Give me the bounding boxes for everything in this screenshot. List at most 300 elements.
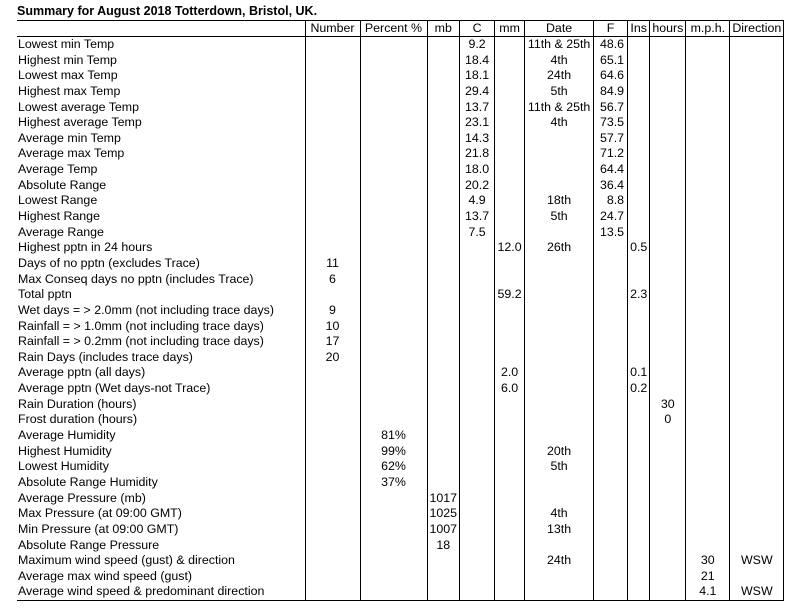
cell-mph	[686, 84, 730, 100]
cell-fahrenheit	[594, 459, 628, 475]
cell-number	[305, 37, 360, 53]
cell-inches	[628, 100, 650, 116]
cell-direction: WSW	[730, 584, 784, 600]
cell-fahrenheit	[594, 538, 628, 554]
cell-mb	[427, 240, 460, 256]
cell-number	[305, 584, 360, 600]
cell-number	[305, 287, 360, 303]
cell-date	[525, 397, 594, 413]
cell-mph	[686, 381, 730, 397]
cell-label: Rainfall = > 0.2mm (not including trace days)	[18, 334, 264, 349]
cell-date	[525, 319, 594, 335]
cell-mb	[427, 256, 460, 272]
header-cell-hours: hours	[650, 21, 686, 37]
table-row	[17, 584, 784, 600]
cell-number	[305, 444, 360, 460]
cell-percent	[360, 209, 427, 225]
cell-mb	[427, 146, 460, 162]
cell-mb: 1017	[427, 491, 460, 507]
cell-direction	[730, 53, 784, 69]
cell-celsius	[460, 584, 495, 600]
cell-direction	[730, 162, 784, 178]
cell-fahrenheit: 36.4	[594, 178, 628, 194]
cell-mm	[495, 272, 525, 288]
cell-mm	[495, 53, 525, 69]
cell-percent	[360, 584, 427, 600]
cell-inches	[628, 193, 650, 209]
cell-number	[305, 162, 360, 178]
cell-fahrenheit: 56.7	[594, 100, 628, 116]
header-cell-date: Date	[525, 21, 594, 37]
cell-celsius	[460, 256, 495, 272]
table-row	[17, 131, 784, 147]
cell-inches	[628, 569, 650, 585]
cell-mb	[427, 84, 460, 100]
cell-direction	[730, 365, 784, 381]
cell-percent	[360, 319, 427, 335]
table-row	[17, 412, 784, 428]
cell-hours	[650, 162, 686, 178]
cell-direction	[730, 459, 784, 475]
cell-label: Average Pressure (mb)	[18, 490, 146, 505]
cell-fahrenheit: 65.1	[594, 53, 628, 69]
cell-mph	[686, 412, 730, 428]
cell-mph	[686, 100, 730, 116]
cell-date: 4th	[525, 53, 594, 69]
cell-percent	[360, 491, 427, 507]
table-row	[17, 569, 784, 585]
cell-inches	[628, 584, 650, 600]
cell-label: Average Range	[18, 224, 104, 239]
cell-mph	[686, 522, 730, 538]
cell-label: Average max Temp	[18, 146, 125, 161]
cell-inches: 0.5	[628, 240, 650, 256]
cell-hours	[650, 491, 686, 507]
cell-date: 5th	[525, 209, 594, 225]
cell-percent	[360, 506, 427, 522]
cell-inches	[628, 68, 650, 84]
cell-mph	[686, 115, 730, 131]
cell-label: Average min Temp	[18, 130, 121, 145]
cell-date	[525, 256, 594, 272]
cell-mm	[495, 538, 525, 554]
cell-number	[305, 53, 360, 69]
table-row	[17, 334, 784, 350]
cell-number	[305, 459, 360, 475]
cell-date	[525, 350, 594, 366]
cell-mm	[495, 115, 525, 131]
cell-mph	[686, 256, 730, 272]
cell-label: Frost duration (hours)	[18, 412, 138, 427]
cell-fahrenheit: 64.4	[594, 162, 628, 178]
cell-fahrenheit: 64.6	[594, 68, 628, 84]
cell-mph	[686, 225, 730, 241]
cell-hours: 0	[650, 412, 686, 428]
cell-fahrenheit	[594, 522, 628, 538]
cell-hours	[650, 131, 686, 147]
cell-label: Rainfall = > 1.0mm (not including trace days)	[18, 318, 264, 333]
cell-label: Highest average Temp	[18, 115, 142, 130]
table-row	[17, 381, 784, 397]
cell-celsius: 23.1	[460, 115, 495, 131]
cell-label: Average wind speed & predominant direction	[17, 584, 305, 600]
cell-celsius: 29.4	[460, 84, 495, 100]
cell-inches	[628, 272, 650, 288]
cell-label: Lowest average Temp	[18, 99, 139, 114]
cell-fahrenheit	[594, 506, 628, 522]
cell-number	[305, 193, 360, 209]
cell-hours	[650, 569, 686, 585]
cell-percent	[360, 84, 427, 100]
cell-date	[525, 381, 594, 397]
header-cell-mph: m.p.h.	[686, 21, 730, 37]
cell-inches	[628, 491, 650, 507]
cell-mb: 1007	[427, 522, 460, 538]
cell-mb	[427, 553, 460, 569]
cell-number	[305, 178, 360, 194]
table-row	[17, 193, 784, 209]
cell-mb	[427, 162, 460, 178]
cell-direction	[730, 146, 784, 162]
cell-celsius: 18.0	[460, 162, 495, 178]
cell-celsius	[460, 538, 495, 554]
cell-label: Maximum wind speed (gust) & direction	[18, 553, 235, 568]
cell-mm	[495, 491, 525, 507]
table-row	[17, 272, 784, 288]
header-cell-celsius: C	[460, 21, 495, 37]
cell-date	[525, 538, 594, 554]
cell-inches	[628, 444, 650, 460]
cell-percent	[360, 240, 427, 256]
cell-number	[305, 131, 360, 147]
table-row	[17, 428, 784, 444]
cell-mm	[495, 225, 525, 241]
cell-mb: 18	[427, 538, 460, 554]
cell-percent	[360, 131, 427, 147]
cell-percent	[360, 522, 427, 538]
cell-number	[305, 475, 360, 491]
cell-celsius	[460, 303, 495, 319]
cell-label: Max Pressure (at 09:00 GMT)	[18, 506, 182, 521]
header-cell-direction: Direction	[730, 21, 784, 37]
cell-mb	[427, 459, 460, 475]
cell-percent	[360, 178, 427, 194]
cell-label: Lowest Humidity	[18, 459, 109, 474]
cell-mb	[427, 225, 460, 241]
cell-fahrenheit	[594, 334, 628, 350]
cell-celsius	[460, 397, 495, 413]
cell-inches: 0.1	[628, 365, 650, 381]
cell-percent	[360, 225, 427, 241]
cell-inches	[628, 37, 650, 53]
cell-celsius: 20.2	[460, 178, 495, 194]
table-row	[17, 256, 784, 272]
cell-mb	[427, 365, 460, 381]
header-cell-number: Number	[305, 21, 360, 37]
cell-mm	[495, 506, 525, 522]
cell-mm	[495, 444, 525, 460]
cell-fahrenheit	[594, 319, 628, 335]
cell-hours	[650, 444, 686, 460]
cell-date	[525, 146, 594, 162]
cell-percent	[360, 272, 427, 288]
table-row	[17, 178, 784, 194]
cell-direction	[730, 209, 784, 225]
cell-number	[305, 84, 360, 100]
cell-percent	[360, 256, 427, 272]
cell-percent	[360, 100, 427, 116]
cell-number	[305, 522, 360, 538]
cell-hours	[650, 350, 686, 366]
cell-direction	[730, 84, 784, 100]
cell-date	[525, 334, 594, 350]
cell-inches	[628, 397, 650, 413]
cell-mph	[686, 397, 730, 413]
cell-inches	[628, 459, 650, 475]
table-row	[17, 37, 784, 53]
cell-mm	[495, 178, 525, 194]
cell-inches	[628, 84, 650, 100]
cell-hours	[650, 584, 686, 600]
cell-celsius: 13.7	[460, 100, 495, 116]
header-cell-mb: mb	[427, 21, 460, 37]
cell-direction	[730, 475, 784, 491]
cell-fahrenheit	[594, 240, 628, 256]
cell-hours	[650, 272, 686, 288]
cell-inches	[628, 303, 650, 319]
cell-mm	[495, 350, 525, 366]
cell-mb	[427, 115, 460, 131]
cell-percent	[360, 412, 427, 428]
cell-percent	[360, 381, 427, 397]
cell-date: 5th	[525, 84, 594, 100]
cell-mph	[686, 334, 730, 350]
cell-label: Wet days = > 2.0mm (not including trace days)	[18, 302, 274, 317]
table-row	[17, 319, 784, 335]
cell-celsius: 7.5	[460, 225, 495, 241]
cell-mph	[686, 287, 730, 303]
cell-direction	[730, 491, 784, 507]
cell-mb	[427, 287, 460, 303]
cell-celsius	[460, 553, 495, 569]
cell-label: Min Pressure (at 09:00 GMT)	[18, 521, 179, 536]
cell-mb	[427, 209, 460, 225]
cell-direction	[730, 334, 784, 350]
cell-hours	[650, 522, 686, 538]
cell-mb	[427, 475, 460, 491]
cell-fahrenheit	[594, 397, 628, 413]
cell-mb	[427, 350, 460, 366]
cell-fahrenheit	[594, 287, 628, 303]
cell-mm	[495, 193, 525, 209]
cell-label: Absolute Range Pressure	[18, 537, 160, 552]
cell-fahrenheit	[594, 475, 628, 491]
cell-direction	[730, 444, 784, 460]
cell-mph	[686, 365, 730, 381]
cell-mph	[686, 162, 730, 178]
table-row	[17, 553, 784, 569]
cell-mm	[495, 459, 525, 475]
cell-label: Average Temp	[18, 162, 98, 177]
cell-mb	[427, 68, 460, 84]
cell-date	[525, 287, 594, 303]
cell-hours	[650, 193, 686, 209]
cell-date	[525, 272, 594, 288]
cell-inches: 0.2	[628, 381, 650, 397]
cell-percent	[360, 303, 427, 319]
cell-percent	[360, 365, 427, 381]
cell-direction	[730, 68, 784, 84]
cell-mm	[495, 475, 525, 491]
cell-fahrenheit	[594, 444, 628, 460]
cell-celsius	[460, 444, 495, 460]
cell-mph	[686, 506, 730, 522]
cell-mm	[495, 256, 525, 272]
cell-mm	[495, 162, 525, 178]
cell-mm	[495, 146, 525, 162]
cell-number	[305, 115, 360, 131]
table-row	[17, 397, 784, 413]
cell-mph	[686, 459, 730, 475]
table-row	[17, 209, 784, 225]
cell-direction	[730, 412, 784, 428]
cell-fahrenheit	[594, 428, 628, 444]
cell-percent	[360, 287, 427, 303]
cell-mph	[686, 131, 730, 147]
cell-number: 6	[305, 272, 360, 288]
cell-hours	[650, 100, 686, 116]
cell-direction	[730, 131, 784, 147]
cell-celsius	[460, 491, 495, 507]
cell-mm	[495, 584, 525, 600]
cell-celsius: 18.1	[460, 68, 495, 84]
cell-direction	[730, 428, 784, 444]
cell-label: Average max wind speed (gust)	[18, 568, 193, 583]
cell-mb	[427, 397, 460, 413]
cell-fahrenheit: 57.7	[594, 131, 628, 147]
cell-mm	[495, 100, 525, 116]
cell-hours	[650, 240, 686, 256]
cell-celsius	[460, 272, 495, 288]
cell-direction	[730, 506, 784, 522]
cell-mph	[686, 538, 730, 554]
cell-label: Average pptn (all days)	[18, 365, 146, 380]
cell-date	[525, 365, 594, 381]
cell-mph: 21	[686, 569, 730, 585]
cell-percent: 99%	[360, 444, 427, 460]
cell-mph	[686, 37, 730, 53]
cell-direction	[730, 115, 784, 131]
cell-percent: 62%	[360, 459, 427, 475]
cell-date	[525, 428, 594, 444]
cell-celsius	[460, 287, 495, 303]
cell-mm: 59.2	[495, 287, 525, 303]
table-row	[17, 100, 784, 116]
cell-inches	[628, 225, 650, 241]
table-row	[17, 491, 784, 507]
table-row	[17, 506, 784, 522]
cell-fahrenheit	[594, 256, 628, 272]
cell-direction	[730, 397, 784, 413]
cell-hours	[650, 365, 686, 381]
cell-number	[305, 68, 360, 84]
cell-celsius	[460, 319, 495, 335]
cell-percent	[360, 53, 427, 69]
cell-inches	[628, 475, 650, 491]
cell-date: 11th & 25th	[525, 100, 594, 116]
cell-fahrenheit: 73.5	[594, 115, 628, 131]
cell-celsius: 9.2	[460, 37, 495, 53]
cell-mm	[495, 84, 525, 100]
cell-celsius	[460, 240, 495, 256]
table-row	[17, 475, 784, 491]
cell-date: 13th	[525, 522, 594, 538]
cell-date	[525, 584, 594, 600]
cell-date	[525, 491, 594, 507]
cell-inches	[628, 209, 650, 225]
cell-celsius	[460, 381, 495, 397]
cell-celsius	[460, 459, 495, 475]
cell-fahrenheit: 24.7	[594, 209, 628, 225]
table-row	[17, 84, 784, 100]
cell-number	[305, 209, 360, 225]
cell-mph	[686, 209, 730, 225]
cell-fahrenheit	[594, 584, 628, 600]
cell-direction	[730, 319, 784, 335]
cell-inches	[628, 146, 650, 162]
cell-date	[525, 178, 594, 194]
table-row	[17, 459, 784, 475]
cell-number	[305, 225, 360, 241]
cell-direction	[730, 538, 784, 554]
cell-mph	[686, 319, 730, 335]
cell-mb	[427, 272, 460, 288]
cell-percent: 37%	[360, 475, 427, 491]
cell-mm	[495, 209, 525, 225]
cell-mph	[686, 475, 730, 491]
cell-mb	[427, 193, 460, 209]
cell-hours	[650, 53, 686, 69]
cell-hours	[650, 428, 686, 444]
cell-number	[305, 428, 360, 444]
cell-inches: 2.3	[628, 287, 650, 303]
cell-inches	[628, 319, 650, 335]
cell-fahrenheit: 13.5	[594, 225, 628, 241]
cell-hours	[650, 146, 686, 162]
cell-mm	[495, 397, 525, 413]
cell-celsius: 14.3	[460, 131, 495, 147]
header-cell-label	[17, 21, 305, 37]
cell-mb	[427, 412, 460, 428]
summary-table	[17, 20, 784, 601]
cell-label: Average Humidity	[18, 428, 116, 443]
table-row	[17, 146, 784, 162]
cell-direction	[730, 303, 784, 319]
cell-percent	[360, 68, 427, 84]
cell-celsius	[460, 428, 495, 444]
cell-mb: 1025	[427, 506, 460, 522]
cell-label: Average pptn (Wet days-not Trace)	[18, 381, 211, 396]
cell-direction	[730, 225, 784, 241]
cell-fahrenheit	[594, 491, 628, 507]
cell-percent	[360, 538, 427, 554]
cell-inches	[628, 334, 650, 350]
cell-date: 4th	[525, 115, 594, 131]
cell-date: 4th	[525, 506, 594, 522]
cell-celsius	[460, 569, 495, 585]
cell-hours	[650, 459, 686, 475]
cell-hours	[650, 381, 686, 397]
